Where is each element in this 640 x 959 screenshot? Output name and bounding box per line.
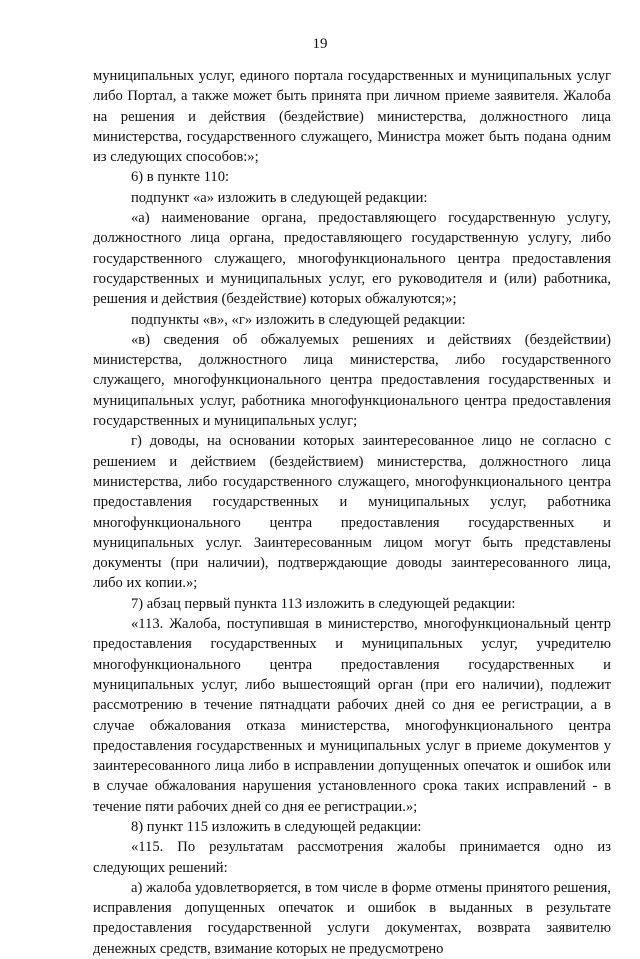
paragraph: 6) в пункте 110: [131, 169, 230, 186]
paragraph: подпункты «в», «г» изложить в следующей редакции: [131, 311, 466, 328]
paragraph: 8) пункт 115 изложить в следующей редакции: [131, 818, 422, 835]
paragraph: «115. По результатам рассмотрения жалобы принимается одно из следующих решений: [93, 839, 611, 876]
paragraph: г) доводы, на основании которых заинтересованное лицо не согласно с решением и действием (бездействием) министерства, должностного лица министерства, либо государственного служащего, многофункционального центра предоставления государственных и муниципальных услуг, работника многофункционального центра предоставления государственных и муниципальных услуг. Заинтересованным лицом могут быть представлены документы (при наличии), подтверждающие доводы заинтересованного лица, либо их копии.»; [93, 433, 611, 592]
paragraph: 7) абзац первый пункта 113 изложить в следующей редакции: [131, 595, 516, 612]
paragraph: «в) сведения об обжалуемых решениях и действиях (бездействии) министерства, должностного лица министерства, либо государственного служащего, многофункционального центра предоставления государственных и муниципальных услуг, работника многофункционального центра предоставления государственных и муниципальных услуг; [93, 331, 611, 430]
paragraph: «а) наименование органа, предоставляющего государственную услугу, должностного лица органа, предоставляющего государственную услугу, либо государственного служащего, многофункционального центра предоставления государственных и муниципальных услуг, его руководителя и (или) работника, решения и действия (бездействие) которых обжалуются;»; [93, 210, 611, 308]
document-body [93, 66, 611, 959]
page-number: 19 [312, 36, 328, 52]
paragraph: муниципальных услуг, единого портала государственных и муниципальных услуг либо Портал, а также может быть принята при личном приеме заявителя. Жалоба на решения и действия (бездействие) министерства, должностного лица министерства, государственного служащего, Министра может быть подана одним из следующих способов:»; [93, 68, 611, 166]
paragraph: подпункт «а» изложить в следующей редакции: [131, 189, 428, 206]
paragraph: а) жалоба удовлетворяется, в том числе в форме отмены принятого решения, исправления допущенных опечаток и ошибок в выданных в результате предоставления государственной услуги документах, возврата заявителю денежных средств, взимание которых не предусмотрено [93, 879, 611, 957]
paragraph: «113. Жалоба, поступившая в министерство, многофункциональный центр предоставления государственных и муниципальных услуг, учредителю многофункционального центра предоставления государственных и муниципальных услуг, либо вышестоящий орган (при его наличии), подлежит рассмотрению в течение пятнадцати рабочих дней со дня ее регистрации, а в случае обжалования отказа министерства, многофункционального центра предоставления государственных и муниципальных услуг в приеме документов у заинтересованного лица либо в исправлении допущенных опечаток и ошибок или в случае обжалования нарушения установленного срока таких исправлений - в течение пяти рабочих дней со дня ее регистрации.»; [93, 616, 611, 815]
